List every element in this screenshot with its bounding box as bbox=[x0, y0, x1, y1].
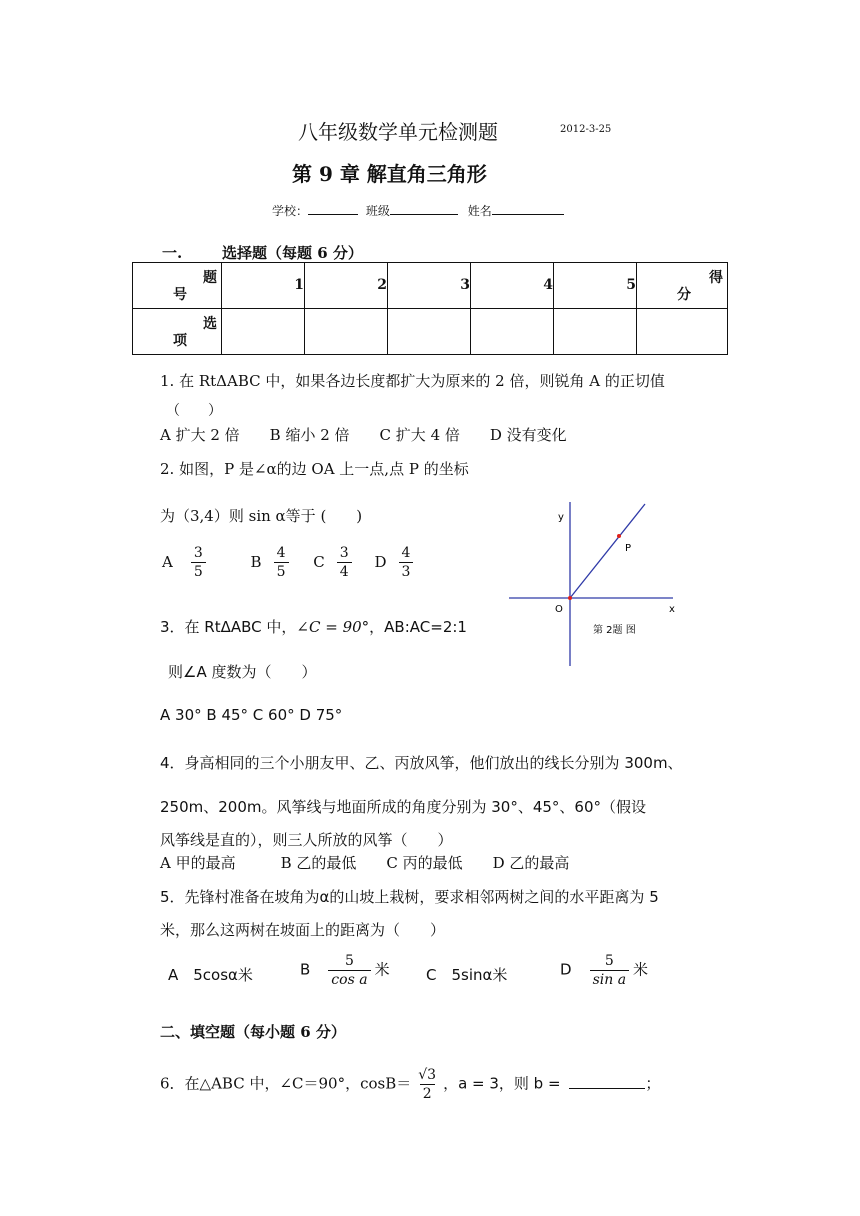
q4-stem-2: 250m、200m。风筝线与地面所成的角度分别为 30°、45°、60°（假设 bbox=[160, 798, 647, 816]
origin-label: O bbox=[555, 604, 563, 615]
q2-stem-1: 2. 如图，P 是∠α的边 OA 上一点,点 P 的坐标 bbox=[160, 460, 469, 478]
section2-heading: 二、填空题（每小题 6 分） bbox=[160, 1023, 346, 1041]
point-p bbox=[617, 534, 621, 538]
answer-cell-4[interactable] bbox=[471, 309, 554, 355]
answer-cell-5[interactable] bbox=[554, 309, 637, 355]
q2-figure bbox=[505, 498, 695, 668]
student-info-line bbox=[272, 202, 564, 219]
table-row bbox=[133, 263, 728, 309]
ray-oa bbox=[570, 504, 645, 598]
number-cell-4: 4 bbox=[471, 263, 554, 309]
answer-cell-3[interactable] bbox=[388, 309, 471, 355]
name-label: 姓名 bbox=[467, 204, 492, 218]
number-cell-5: 5 bbox=[554, 263, 637, 309]
q5-stem-2: 米，那么这两树在坡面上的距离为（ ） bbox=[160, 921, 446, 939]
class-blank[interactable] bbox=[390, 202, 458, 215]
number-cell-1: 1 bbox=[222, 263, 305, 309]
y-axis-label: y bbox=[558, 512, 564, 523]
q3-stem-1: 3．在 RtΔABC 中，∠C = 90°，AB:AC=2:1 bbox=[160, 618, 467, 636]
table-row bbox=[133, 309, 728, 355]
q4-options: A 甲的最高 B 乙的最低 C 丙的最低 D 乙的最高 bbox=[160, 854, 570, 872]
class-label: 班级 bbox=[365, 204, 390, 218]
answer-cell-1[interactable] bbox=[222, 309, 305, 355]
q5-stem-1: 5．先锋村准备在坡角为α的山坡上栽树，要求相邻两树之间的水平距离为 5 bbox=[160, 888, 659, 906]
origin-point bbox=[568, 596, 572, 600]
q3-stem-2: 则∠A 度数为（ ） bbox=[168, 663, 317, 681]
section1-heading: 选择题（每题 6 分） bbox=[222, 244, 363, 262]
q1-options: A 扩大 2 倍 B 缩小 2 倍 C 扩大 4 倍 D 没有变化 bbox=[160, 426, 567, 444]
score-cell: 得 分 bbox=[637, 263, 728, 309]
exam-date: 2012-3-25 bbox=[560, 124, 612, 135]
chapter-title: 第 9 章 解直角三角形 bbox=[292, 162, 487, 186]
name-blank[interactable] bbox=[492, 202, 564, 215]
answer-cell-2[interactable] bbox=[305, 309, 388, 355]
school-blank[interactable] bbox=[308, 202, 358, 215]
x-axis-label: x bbox=[669, 604, 675, 615]
header-cell: 题 号 bbox=[133, 263, 222, 309]
q2-option-c: C $\frac{3}{4}$ bbox=[313, 553, 355, 571]
number-cell-2: 2 bbox=[305, 263, 388, 309]
answer-table bbox=[132, 262, 728, 355]
number-cell-3: 3 bbox=[388, 263, 471, 309]
q5-option-d: D $\frac{5}{\text{sin a}}$ 米 bbox=[560, 953, 649, 988]
figure-caption: 第 2题 图 bbox=[593, 625, 636, 636]
q5-option-c: C 5sinα米 bbox=[426, 966, 508, 984]
q6-answer-blank[interactable] bbox=[569, 1076, 645, 1089]
score-value-cell[interactable] bbox=[637, 309, 728, 355]
q4-stem-3: 风筝线是直的），则三人所放的风筝（ ） bbox=[160, 831, 453, 849]
q2-option-a: A $\frac{3}{5}$ bbox=[162, 553, 210, 571]
q6-stem: 6．在△ABC 中，∠C＝90°，cosB＝ $\frac{√3}{2}$ ，a = 3，则 b = ； bbox=[160, 1067, 661, 1102]
q2-stem-2: 为（3,4）则 sin α等于 ( ) bbox=[160, 507, 363, 525]
q2-option-b: B $\frac{4}{5}$ bbox=[251, 553, 293, 571]
option-label-cell: 选 项 bbox=[133, 309, 222, 355]
section1-number: 一. bbox=[162, 244, 183, 262]
q1-stem: 1. 在 RtΔABC 中，如果各边长度都扩大为原来的 2 倍，则锐角 A 的正切值 bbox=[160, 372, 665, 390]
q1-blank: （ ） bbox=[166, 403, 222, 419]
q2-options bbox=[162, 546, 417, 579]
p-label: P bbox=[625, 543, 632, 554]
q5-option-a: A 5cosα米 bbox=[168, 966, 253, 984]
q2-option-d: D $\frac{4}{3}$ bbox=[374, 553, 417, 571]
q3-options: A 30° B 45° C 60° D 75° bbox=[160, 706, 343, 724]
exam-title: 八年级数学单元检测题 bbox=[298, 120, 498, 144]
q4-stem-1: 4．身高相同的三个小朋友甲、乙、丙放风筝，他们放出的线长分别为 300m、 bbox=[160, 754, 683, 772]
q5-option-b: B $\frac{5}{\text{cos a}}$ 米 bbox=[300, 953, 390, 988]
school-label: 学校： bbox=[272, 204, 309, 218]
